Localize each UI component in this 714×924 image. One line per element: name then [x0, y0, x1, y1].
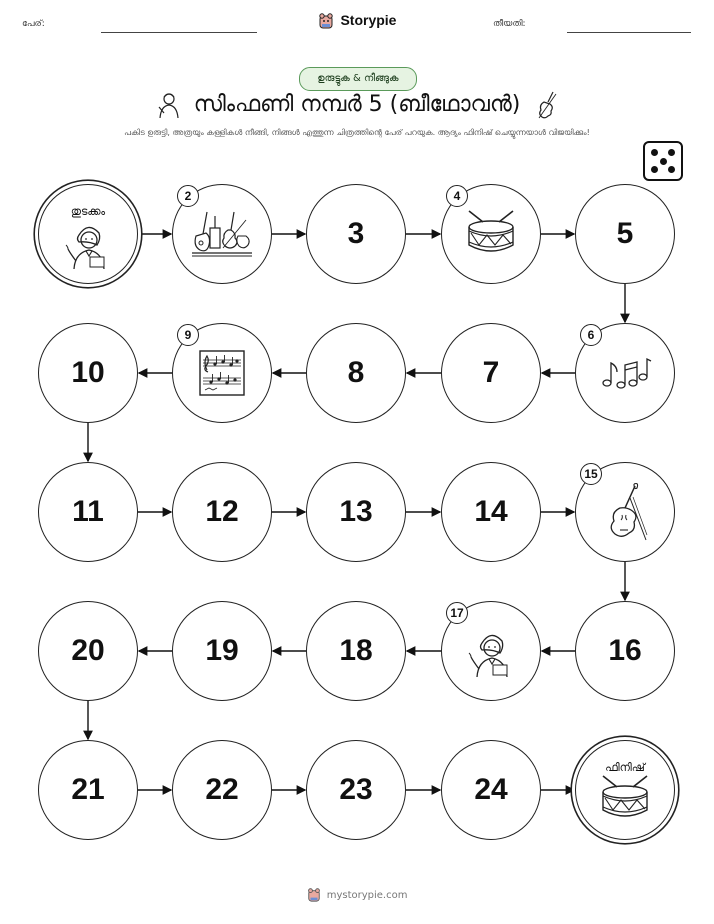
board-cell-2[interactable]	[172, 184, 272, 284]
cell-number: 8	[347, 356, 365, 389]
sheet-music-icon	[197, 348, 247, 398]
start-label: തുടക്കം	[70, 205, 106, 218]
board-cell-16[interactable]	[575, 601, 675, 701]
cell-number: 11	[72, 495, 104, 528]
name-label: പേര്:	[22, 19, 45, 29]
board-cell-17[interactable]	[441, 601, 541, 701]
page-title: സിംഫണി നമ്പർ 5 (ബീഥോവൻ)	[193, 92, 521, 117]
composer-icon	[58, 213, 118, 273]
board-cell-20[interactable]	[38, 601, 138, 701]
cell-number: 5	[616, 217, 634, 250]
cell-number-badge: 17	[446, 602, 468, 624]
instruments-icon	[190, 206, 254, 262]
cell-number-badge: 9	[177, 324, 199, 346]
cell-number: 20	[71, 634, 105, 667]
start-cell[interactable]	[38, 184, 138, 284]
cell-number: 23	[339, 773, 373, 806]
cell-number: 12	[205, 495, 239, 528]
board-cell-23[interactable]	[306, 740, 406, 840]
board-cell-24[interactable]	[441, 740, 541, 840]
storypie-logo-icon	[307, 887, 321, 903]
board-cell-6[interactable]	[575, 323, 675, 423]
cell-number: 13	[339, 495, 373, 528]
board-cell-5[interactable]	[575, 184, 675, 284]
cell-number: 14	[474, 495, 508, 528]
cell-number: 10	[71, 356, 105, 389]
game-type-badge: ഉരുട്ടുക & നീങ്ങുക	[299, 67, 417, 91]
date-label: തീയതി:	[493, 19, 526, 29]
drum-icon	[595, 774, 655, 824]
cell-number: 3	[347, 217, 365, 250]
board-cell-8[interactable]	[306, 323, 406, 423]
board-cell-9[interactable]	[172, 323, 272, 423]
cell-number-badge: 4	[446, 185, 468, 207]
board-cell-4[interactable]	[441, 184, 541, 284]
board-cell-10[interactable]	[38, 323, 138, 423]
board-cell-13[interactable]	[306, 462, 406, 562]
cell-number: 22	[205, 773, 239, 806]
footer-url: mystorypie.com	[326, 890, 408, 901]
footer	[0, 887, 714, 903]
board-cell-11[interactable]	[38, 462, 138, 562]
board-cell-7[interactable]	[441, 323, 541, 423]
composer-icon	[461, 621, 521, 681]
brand-name: Storypie	[340, 12, 397, 28]
board-cell-19[interactable]	[172, 601, 272, 701]
drum-icon	[461, 209, 521, 259]
instructions: പകിട ഉരുട്ടി, അത്രയും കള്ളികൾ നീങ്ങി, നിങ്ങൾ എത്തുന്ന ചിത്രത്തിന്റെ പേര് പറയുക. ആദ്യം ഫിനിഷ് ചെയ്യുന്നയാൾ വിജയിക്കും!	[124, 128, 590, 137]
finish-cell[interactable]	[575, 740, 675, 840]
board-cell-18[interactable]	[306, 601, 406, 701]
cell-number-badge: 2	[177, 185, 199, 207]
cell-number: 19	[205, 634, 239, 667]
board-cell-14[interactable]	[441, 462, 541, 562]
cell-number: 21	[71, 773, 105, 806]
violin-icon	[600, 480, 650, 544]
board-cell-3[interactable]	[306, 184, 406, 284]
board-cell-22[interactable]	[172, 740, 272, 840]
board-cell-21[interactable]	[38, 740, 138, 840]
board-cell-12[interactable]	[172, 462, 272, 562]
board-cell-15[interactable]	[575, 462, 675, 562]
cell-number-badge: 15	[580, 463, 602, 485]
finish-label: ഫിനിഷ്	[605, 761, 645, 774]
cell-number-badge: 6	[580, 324, 602, 346]
cell-number: 18	[339, 634, 373, 667]
music-notes-icon	[597, 353, 653, 393]
cell-number: 7	[482, 356, 500, 389]
cell-number: 24	[474, 773, 508, 806]
cell-number: 16	[608, 634, 642, 667]
